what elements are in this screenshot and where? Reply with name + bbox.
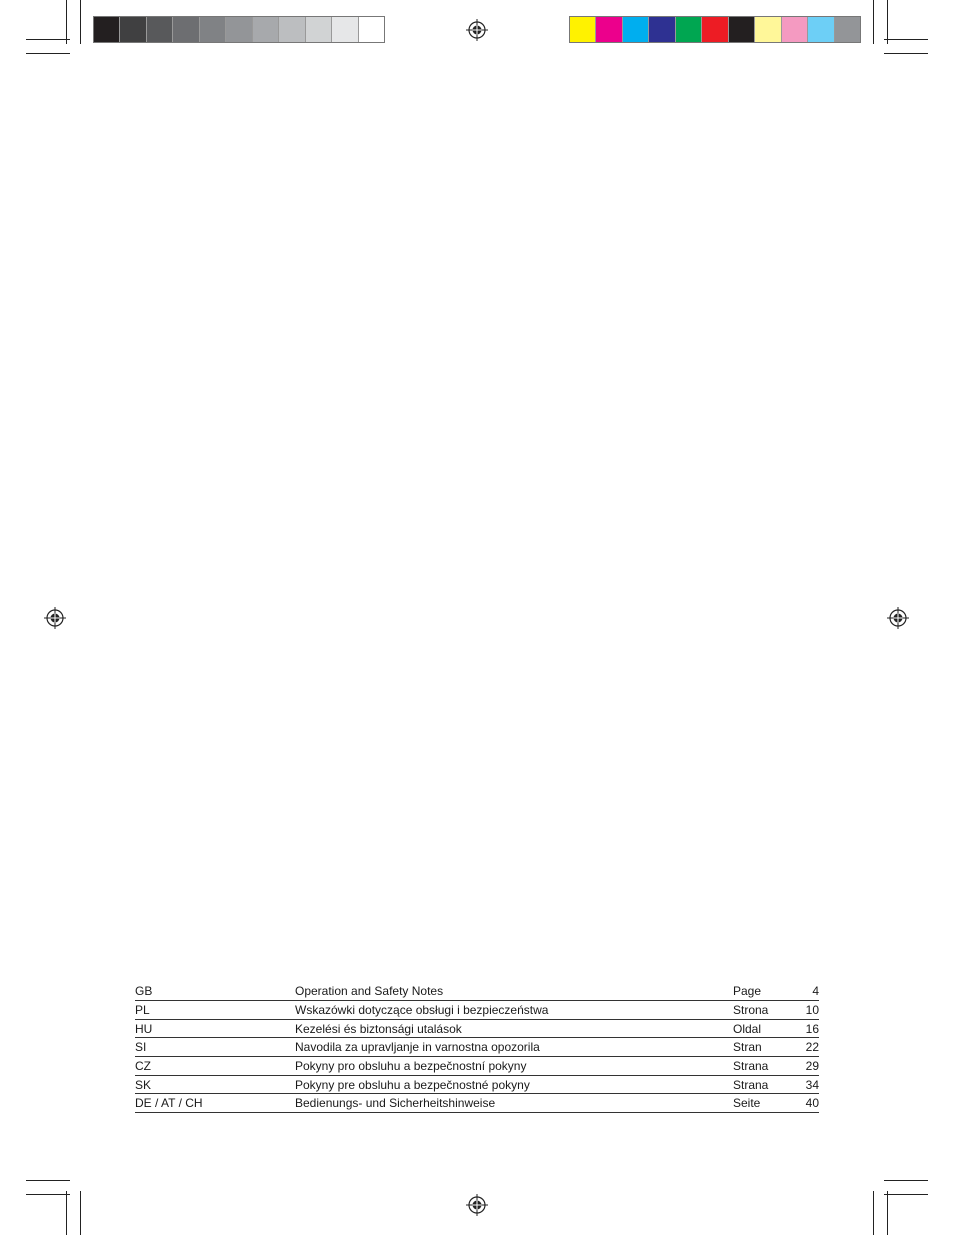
crop-mark	[26, 1194, 70, 1195]
color-swatch	[623, 17, 649, 42]
toc-row	[135, 1057, 819, 1076]
crop-mark	[884, 1180, 928, 1181]
toc-language-code: HU	[135, 1021, 153, 1036]
toc-page-label: Oldal	[733, 1021, 762, 1036]
registration-mark-icon	[466, 1194, 488, 1216]
toc-title: Pokyny pro obsluhu a bezpečnostní pokyny	[295, 1059, 527, 1074]
crop-mark	[873, 0, 874, 44]
toc-page-number: 40	[805, 1096, 819, 1111]
toc-page-label: Strona	[733, 1003, 769, 1017]
toc-title: Operation and Safety Notes	[295, 984, 444, 998]
toc-page-label: Strana	[733, 1077, 769, 1092]
color-swatch	[332, 17, 358, 42]
toc-row	[135, 1094, 819, 1113]
toc-language-code: CZ	[135, 1059, 151, 1074]
registration-mark-icon	[887, 607, 909, 629]
registration-mark-icon	[44, 607, 66, 629]
toc-title: Wskazówki dotyczące obsługi i bezpieczeństwa	[295, 1003, 549, 1017]
color-swatch	[120, 17, 146, 42]
color-swatch	[702, 17, 728, 42]
crop-mark	[66, 0, 67, 44]
toc-row	[135, 982, 819, 1001]
toc-row	[135, 1001, 819, 1020]
color-swatch	[200, 17, 226, 42]
toc-title: Kezelési és biztonsági utalások	[295, 1021, 462, 1036]
toc-language-code: GB	[135, 984, 153, 998]
toc-page-label: Seite	[733, 1096, 761, 1111]
toc-page-number: 16	[805, 1021, 819, 1036]
crop-mark	[26, 1180, 70, 1181]
color-swatch	[570, 17, 596, 42]
color-swatch	[596, 17, 622, 42]
crop-mark	[873, 1191, 874, 1235]
color-swatch	[173, 17, 199, 42]
color-swatch	[729, 17, 755, 42]
toc-page-number: 22	[805, 1040, 819, 1055]
color-swatch	[649, 17, 675, 42]
toc-language-code: SI	[135, 1040, 147, 1055]
toc-title: Navodila za upravljanje in varnostna opozorila	[295, 1040, 540, 1055]
color-swatch	[226, 17, 252, 42]
toc-language-code: DE / AT / CH	[135, 1096, 203, 1111]
crop-mark	[80, 1191, 81, 1235]
color-swatch	[359, 17, 384, 42]
crop-mark	[80, 0, 81, 44]
toc-row	[135, 1076, 819, 1095]
toc-language-code: PL	[135, 1003, 150, 1017]
color-swatch	[306, 17, 332, 42]
crop-mark	[884, 39, 928, 40]
toc-page-number: 10	[805, 1003, 819, 1017]
crop-mark	[884, 1194, 928, 1195]
color-swatch	[782, 17, 808, 42]
crop-mark	[884, 53, 928, 54]
crop-mark	[887, 1191, 888, 1235]
toc-page-label: Stran	[733, 1040, 762, 1055]
color-swatch	[94, 17, 120, 42]
toc-title: Bedienungs- und Sicherheitshinweise	[295, 1096, 496, 1111]
process-color-bar	[569, 16, 861, 43]
toc-page-label: Strana	[733, 1059, 769, 1074]
color-swatch	[147, 17, 173, 42]
color-swatch	[676, 17, 702, 42]
crop-mark	[66, 1191, 67, 1235]
toc-title: Pokyny pre obsluhu a bezpečnostné pokyny	[295, 1077, 530, 1092]
table-of-contents	[135, 982, 819, 1113]
color-swatch	[835, 17, 860, 42]
color-swatch	[253, 17, 279, 42]
toc-language-code: SK	[135, 1077, 152, 1092]
crop-mark	[887, 0, 888, 44]
registration-mark-icon	[466, 19, 488, 41]
toc-row	[135, 1020, 819, 1039]
toc-page-label: Page	[733, 984, 762, 998]
color-swatch	[279, 17, 305, 42]
color-swatch	[808, 17, 834, 42]
toc-row	[135, 1038, 819, 1057]
color-swatch	[755, 17, 781, 42]
crop-mark	[26, 39, 70, 40]
toc-page-number: 29	[805, 1059, 819, 1074]
grayscale-bar	[93, 16, 385, 43]
crop-mark	[26, 53, 70, 54]
toc-page-number: 34	[805, 1077, 819, 1092]
toc-page-number: 4	[812, 984, 819, 998]
